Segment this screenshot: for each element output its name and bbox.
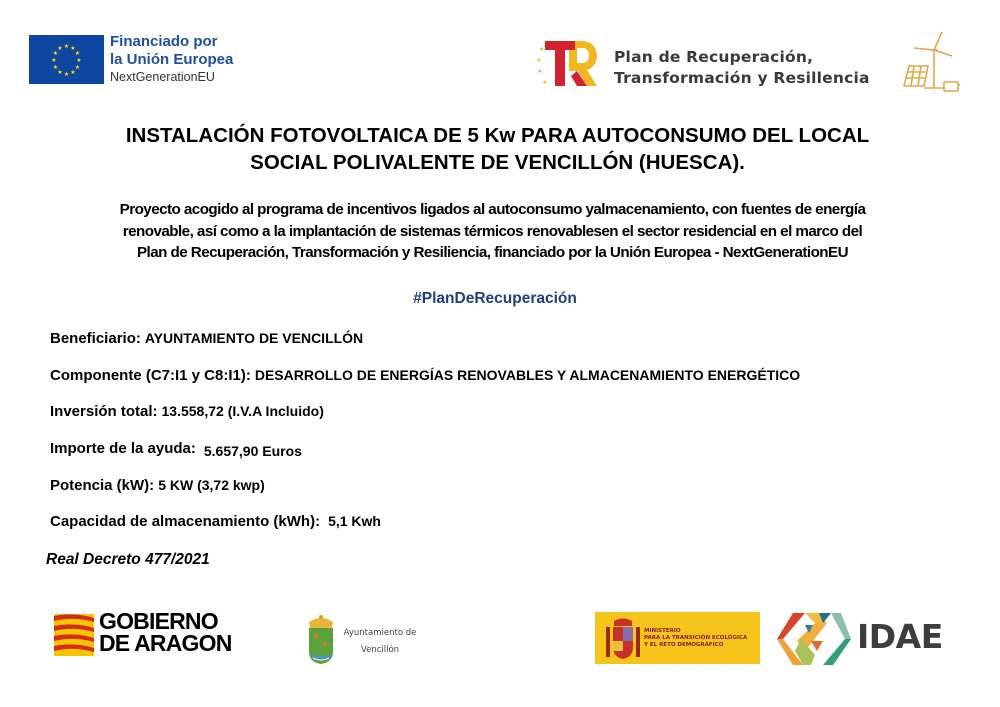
svg-text:★: ★ [536,57,542,64]
eu-funding-text [110,33,233,85]
field-label: Capacidad de almacenamiento (kWh): [50,513,321,530]
vencillon-line1: Ayuntamiento de [343,628,417,638]
ministerio-text [644,628,747,649]
svg-text:★: ★ [537,68,543,75]
prtr-line2: Transformación y Resillencia [614,69,870,87]
field-value: 13.558,72 (I.V.A Incluido) [161,403,324,419]
hashtag: #PlanDeRecuperación [413,290,577,307]
field-label: Inversión total: [50,403,158,420]
svg-text:★: ★ [57,45,63,52]
idae-logo-text: IDAE [857,617,943,656]
svg-text:★: ★ [539,46,545,53]
svg-text:★: ★ [52,50,59,57]
intro-line2: renovable, así como a la implantación de sistemas térmicos renovablesen el sector residencial en el marco del [122,222,863,240]
field-label: Potencia (kW): [50,477,155,494]
ministerio-line3: Y EL RETO DEMOGRÁFICO [644,642,724,648]
eu-flag-logo [29,35,104,84]
eu-line3: NextGenerationEU [110,70,215,84]
field-value: AYUNTAMIENTO DE VENCILLÓN [144,330,364,346]
aragon-line1: GOBIERNO [99,608,218,634]
field-value: DESARROLLO DE ENERGÍAS RENOVABLES Y ALMACENAMIENTO ENERGÉTICO [254,367,801,383]
field-beneficiario [50,330,363,347]
svg-text:★: ★ [542,79,548,86]
real-decreto: Real Decreto 477/2021 [46,551,210,568]
spain-coat-of-arms-icon [604,617,642,661]
field-value: 5,1 Kwh [328,513,381,529]
field-potencia [50,477,265,494]
aragon-line2: DE ARAGON [99,630,232,656]
eu-line2: la Unión Europea [110,51,234,68]
prtr-logo-mark [533,33,601,89]
svg-text:★: ★ [76,57,82,64]
intro-line1: Proyecto acogido al programa de incentivos ligados al autoconsumo yalmacenamiento, con fuentes de energía [119,201,866,218]
svg-text:★: ★ [70,45,76,52]
eu-line1: Financiado por [110,33,218,50]
page-title [40,122,955,176]
vencillon-coat-of-arms-icon [305,614,337,666]
svg-text:★: ★ [63,71,70,78]
ministerio-line1: MINISTERIO [644,628,681,634]
svg-text:★: ★ [74,50,81,57]
title-line1: INSTALACIÓN FOTOVOLTAICA DE 5 Kw PARA AUTOCONSUMO DEL LOCAL [125,124,870,147]
svg-text:★: ★ [74,64,81,71]
svg-text:★: ★ [63,43,70,50]
title-line2: SOCIAL POLIVALENTE DE VENCILLÓN (HUESCA). [250,151,745,174]
aragon-flag-icon [54,614,94,656]
field-label: Beneficiario: [50,330,141,347]
svg-text:★: ★ [52,64,59,71]
field-importe-ayuda [50,440,302,457]
vencillon-line2: Vencillón [360,645,400,655]
svg-text:★: ★ [51,57,57,64]
svg-text:★: ★ [70,69,76,76]
gobierno-aragon-logo [99,610,232,654]
svg-text:★: ★ [57,69,63,76]
idae-mark-icon [775,611,853,667]
prtr-logo-text [614,47,870,89]
prtr-line1: Plan de Recuperación, [614,48,814,66]
wind-solar-battery-icon [900,28,965,93]
eu-stars-icon [29,35,104,84]
field-value: 5 KW (3,72 kwp) [158,477,265,493]
field-inversion-total [50,403,324,420]
field-componente [50,367,800,384]
ministerio-line2: PARA LA TRANSICIÓN ECOLÓGICA [644,635,748,641]
field-label: Componente (C7:I1 y C8:I1): [50,367,251,384]
ayuntamiento-vencillon-logo [340,625,420,659]
tr-monogram-icon [533,33,601,89]
field-value: 5.657,90 Euros [203,443,302,459]
field-label: Importe de la ayuda: [50,440,196,457]
field-capacidad-almacenamiento [50,513,381,530]
project-description [40,199,945,264]
intro-line3: Plan de Recuperación, Transformación y Resiliencia, financiado por la Unión Europea - NextGenerationEU [136,244,849,261]
